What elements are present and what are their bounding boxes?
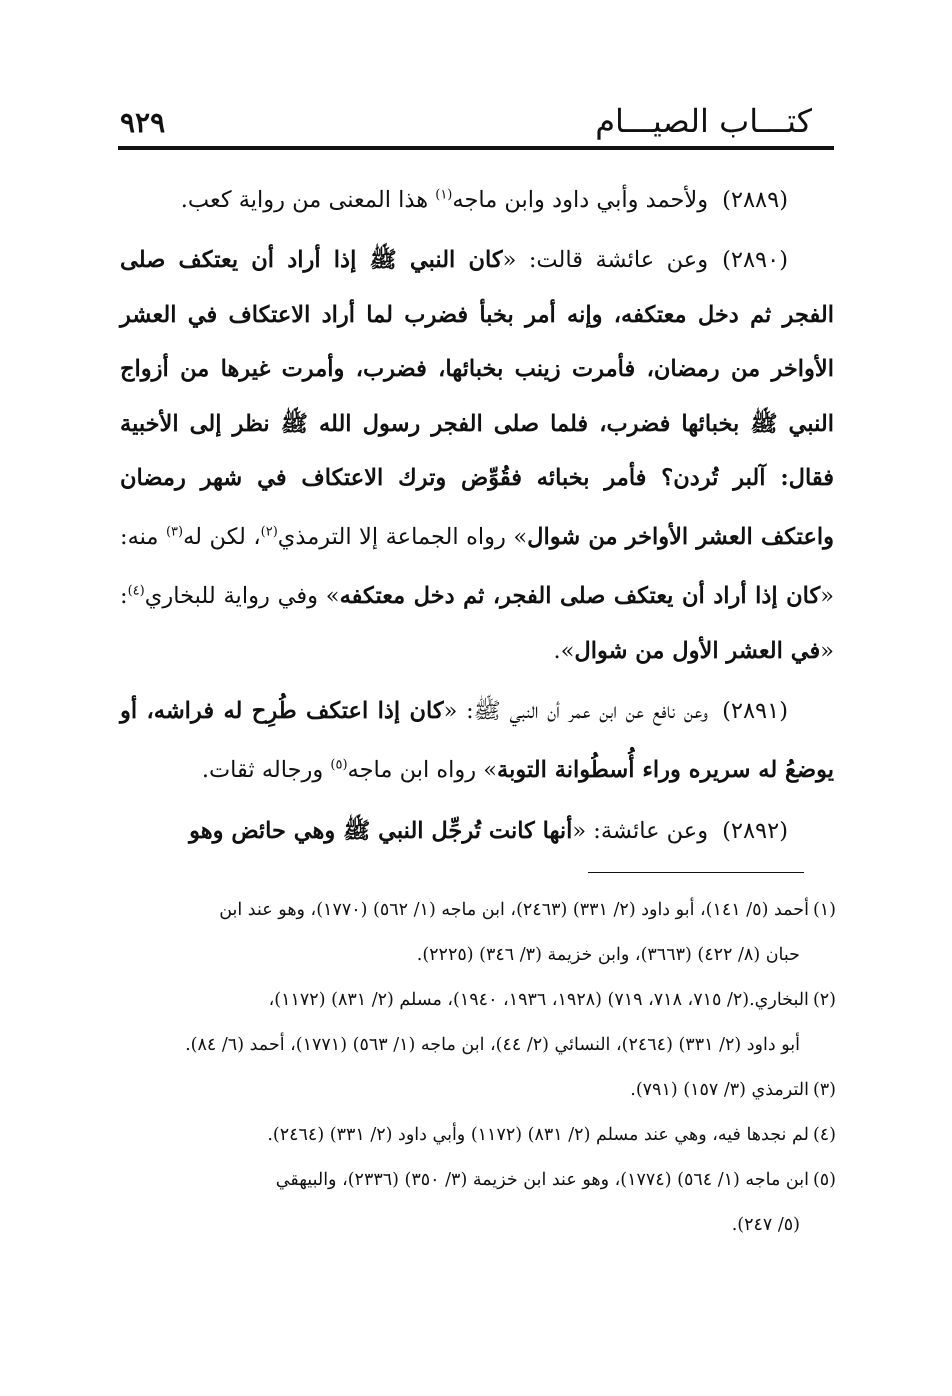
- footnote-2: [124, 978, 836, 1068]
- footnote-continuation: حبان (٨/ ٤٢٢) (٣٦٦٣)، وابن خزيمة (٣/ ٣٤٦) (٢٢٢٥).: [416, 945, 800, 965]
- footnote-ref[interactable]: (٥): [330, 757, 348, 773]
- footnote-text: البخاري.(٢/ ٧١٥، ٧١٨، ٧١٩) (١٩٢٨، ١٩٣٦، ١٩٤٠)، مسلم (٢/ ٨٣١) (١١٧٢)،: [268, 990, 809, 1010]
- footnote-text: أحمد (٥/ ١٤١)، أبو داود (٢/ ٣٣١) (٢٤٦٣)، ابن ماجه (١/ ٥٦٢) (١٧٧٠)، وهو عند ابن: [219, 900, 809, 920]
- text-run: ورجاله ثقات.: [201, 757, 331, 783]
- footnote-ref[interactable]: (٣): [165, 524, 184, 540]
- quote-text: أنها كانت تُرجِّل النبي ﷺ وهي حائض وهو: [189, 817, 573, 844]
- hadith-number: (٢٨٩٠): [722, 247, 788, 273]
- running-header: [118, 100, 834, 150]
- hadith-text: [120, 247, 834, 664]
- text-run: » وفي رواية للبخاري: [144, 583, 340, 609]
- footnote-4: [124, 1113, 836, 1158]
- footnote-continuation: (٥/ ٢٤٧).: [731, 1215, 800, 1235]
- footnotes: [124, 888, 836, 1248]
- footnote-5: [124, 1158, 836, 1248]
- hadith-2891: [120, 684, 834, 798]
- hadith-2890: [120, 233, 834, 678]
- text-run: ولأحمد وأبي داود وابن ماجه: [452, 186, 709, 213]
- hadith-2889: [120, 168, 834, 227]
- footnote-continuation: أبو داود (٢/ ٣٣١) (٢٤٦٤)، النسائي (٢/ ٤٤)، ابن ماجه (١/ ٥٦٣) (١٧٧١)، أحمد (٦/ ٨٤).: [185, 1035, 800, 1055]
- chapter-title: كتـــاب الصيـــام: [595, 102, 812, 140]
- hadith-text: [181, 187, 708, 213]
- footnote-separator: [588, 872, 804, 873]
- quote-text: كان النبي ﷺ إذا أراد أن يعتكف صلى الفجر ثم دخل معتكفه، وإنه أمر بخبأ فضرب لما أراد الاعتكاف في العشر الأواخر من رمضان، فأمرت زينب بخبائها، فضرب، وأمرت غيرها من أزواج النبي ﷺ بخبائها فضرب، فلما صلى الفجر رسول الله ﷺ نظر إلى الأخبية فقال: آلبر تُردن؟ فأمر بخبائه فقُوِّض وترك الاعتكاف في شهر رمضان واعتكف العشر الأواخر من شوال: [120, 247, 834, 550]
- hadith-number: (٢٨٩١): [722, 698, 788, 724]
- footnote-label: (١): [812, 900, 836, 920]
- footnote-text: ابن ماجه (١/ ٥٦٤) (١٧٧٤)، وهو عند ابن خزيمة (٣/ ٣٥٠) (٢٣٣٦)، والبيهقي: [275, 1170, 809, 1190]
- hadith-text: [189, 818, 708, 844]
- text-run: ».: [553, 637, 575, 664]
- footnote-ref[interactable]: (٢): [260, 524, 278, 540]
- text-run: » رواه الجماعة إلا الترمذي: [277, 524, 528, 550]
- footnote-ref[interactable]: (٤): [127, 583, 145, 599]
- hadith-number: (٢٨٩٢): [722, 817, 788, 844]
- quote-text: كان إذا اعتكف طُرِح له فراشه، أو يوضعُ له سريره وراء أُسطُوانة التوبة: [120, 698, 834, 783]
- main-text: [120, 168, 834, 864]
- footnote-1: [124, 888, 836, 978]
- text-run: ، لكن له: [183, 524, 261, 550]
- footnote-3: [124, 1068, 836, 1113]
- hadith-number: (٢٨٨٩): [722, 186, 788, 213]
- text-run: منه: «: [120, 524, 834, 609]
- footnote-label: (٥): [812, 1170, 836, 1190]
- footnote-label: (٢): [812, 990, 836, 1010]
- text-run: وعن عائشة: «: [572, 817, 709, 844]
- text-run: هذا المعنى من رواية كعب.: [180, 186, 436, 213]
- footnote-text: لم نجدها فيه، وهي عند مسلم (٢/ ٨٣١) (١١٧٢) وأبي داود (٢/ ٣٣١) (٢٤٦٤).: [267, 1125, 809, 1145]
- hadith-2892: [120, 804, 834, 859]
- text-run: : «: [120, 583, 834, 664]
- quote-text: كان إذا أراد أن يعتكف صلى الفجر، ثم دخل معتكفه: [339, 583, 821, 609]
- text-run: » رواه ابن ماجه: [347, 757, 498, 783]
- text-run: وعن عائشة قالت: «: [502, 247, 709, 273]
- footnote-label: (٤): [812, 1125, 836, 1145]
- text-run: وعن نافع عن ابن عمر أن النبي ﷺ: «: [443, 698, 709, 724]
- footnote-ref[interactable]: (١): [435, 187, 453, 202]
- footnote-text: الترمذي (٣/ ١٥٧) (٧٩١).: [630, 1080, 809, 1100]
- quote-text: في العشر الأول من شوال: [574, 637, 821, 664]
- footnote-label: (٣): [812, 1080, 836, 1100]
- page-number: ٩٢٩: [120, 106, 166, 139]
